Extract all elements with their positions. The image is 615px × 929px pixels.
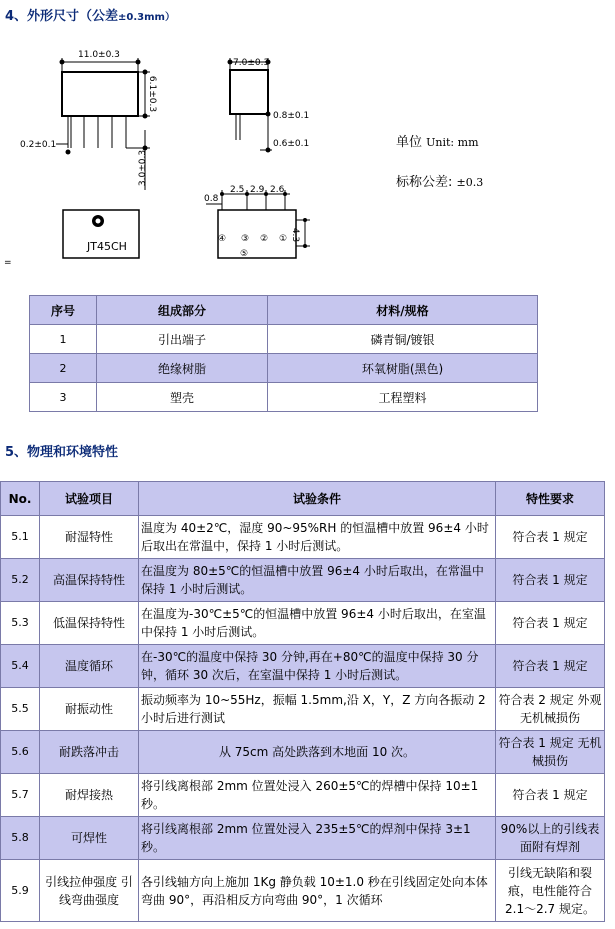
- test-no: 5.5: [1, 688, 40, 731]
- test-condition: 温度为 40±2℃，湿度 90~95%RH 的恒温槽中放置 96±4 小时后取出在常温中，保持 1 小时后测试。: [139, 516, 496, 559]
- material-cell: 塑壳: [97, 383, 268, 412]
- test-row: [1, 731, 605, 774]
- section-5-title: 5、物理和环境特性: [5, 445, 119, 460]
- test-no: 5.1: [1, 516, 40, 559]
- tolerance-value: ±0.3: [456, 176, 484, 189]
- test-item: 可焊性: [40, 817, 139, 860]
- section-4-tolerance: ±0.3mm）: [118, 12, 175, 23]
- test-item: 高温保持特性: [40, 559, 139, 602]
- materials-header-row: [30, 296, 538, 325]
- pin-spacing-2: 2.9: [250, 185, 265, 195]
- dim-side-a: 0.8±0.1: [273, 111, 310, 121]
- test-no: 5.8: [1, 817, 40, 860]
- unit-label-text: 单位: [396, 135, 427, 150]
- test-row: [1, 645, 605, 688]
- equals-mark: =: [4, 258, 12, 266]
- test-no: 5.9: [1, 860, 40, 922]
- tolerance-label-text: 标称公差:: [396, 175, 457, 190]
- pin-4: ④: [218, 234, 227, 244]
- header-material: 材料/规格: [268, 296, 538, 325]
- material-cell: 工程塑料: [268, 383, 538, 412]
- test-no: 5.3: [1, 602, 40, 645]
- test-row: [1, 774, 605, 817]
- test-condition: 将引线离根部 2mm 位置处浸入 260±5℃的焊槽中保持 10±1 秒。: [139, 774, 496, 817]
- header-serial: 序号: [30, 296, 97, 325]
- test-no: 5.2: [1, 559, 40, 602]
- material-cell: 磷青铜/镀银: [268, 325, 538, 354]
- pin-spacing-1: 2.5: [230, 185, 245, 195]
- test-condition: 在温度为 80±5℃的恒温槽中放置 96±4 小时后取出，在常温中保持 1 小时后测试。: [139, 559, 496, 602]
- tolerance-label: [396, 171, 483, 190]
- test-item: 引线拉伸强度 引线弯曲强度: [40, 860, 139, 922]
- test-no: 5.7: [1, 774, 40, 817]
- test-item: 温度循环: [40, 645, 139, 688]
- test-item: 耐跌落冲击: [40, 731, 139, 774]
- dim-side-b: 0.6±0.1: [273, 139, 310, 149]
- test-requirement: 90%以上的引线表面附有焊剂: [496, 817, 605, 860]
- pin-height: 4.3: [290, 227, 300, 243]
- test-item: 耐湿特性: [40, 516, 139, 559]
- part-mark: JT45CH: [87, 240, 127, 253]
- material-cell: 1: [30, 325, 97, 354]
- test-requirement: 符合表 1 规定: [496, 559, 605, 602]
- test-item: 耐焊接热: [40, 774, 139, 817]
- test-row: [1, 817, 605, 860]
- section-4-title: [5, 5, 175, 24]
- pin-1: ①: [279, 234, 288, 244]
- test-condition: 在-30℃的温度中保持 30 分钟,再在+80℃的温度中保持 30 分钟，循环 30 次后，在室温中保持 1 小时后测试。: [139, 645, 496, 688]
- test-requirement: 符合表 1 规定: [496, 774, 605, 817]
- material-cell: 2: [30, 354, 97, 383]
- test-requirement: 符合表 1 规定: [496, 516, 605, 559]
- pin-3: ③: [241, 234, 250, 244]
- test-no: 5.4: [1, 645, 40, 688]
- test-requirement: 引线无缺陷和裂痕，电性能符合 2.1～2.7 规定。: [496, 860, 605, 922]
- test-condition: 各引线轴方向上施加 1Kg 静负载 10±1.0 秒在引线固定处向本体弯曲 90°，再沿相反方向弯曲 90°，1 次循环: [139, 860, 496, 922]
- dim-pin-length: 3.0±0.3: [138, 149, 148, 187]
- tests-header-row: [1, 482, 605, 516]
- test-item: 低温保持特性: [40, 602, 139, 645]
- header-test-item: 试验项目: [40, 482, 139, 516]
- dim-side-width: 7.0±0.3: [233, 58, 270, 68]
- test-condition: 振动频率为 10~55Hz，振幅 1.5mm,沿 X，Y，Z 方向各振动 2 小时后进行测试: [139, 688, 496, 731]
- test-condition: 将引线离根部 2mm 位置处浸入 235±5℃的焊剂中保持 3±1 秒。: [139, 817, 496, 860]
- test-item: 耐振动性: [40, 688, 139, 731]
- side-view-body: [230, 70, 268, 114]
- header-test-condition: 试验条件: [139, 482, 496, 516]
- tests-table: [0, 481, 605, 922]
- section-4-title-text: 4、外形尺寸（公差: [5, 9, 119, 24]
- pin-5: ⑤: [240, 249, 249, 259]
- materials-row: [30, 325, 538, 354]
- dim-width: 11.0±0.3: [78, 50, 120, 60]
- materials-row: [30, 354, 538, 383]
- header-no: No.: [1, 482, 40, 516]
- dim-height: 6.1±0.3: [147, 75, 157, 113]
- test-requirement: 符合表 1 规定: [496, 645, 605, 688]
- test-row: [1, 602, 605, 645]
- header-component: 组成部分: [97, 296, 268, 325]
- materials-row: [30, 383, 538, 412]
- pin-2: ②: [260, 234, 269, 244]
- pin-spacing-3: 2.6: [270, 185, 285, 195]
- pin-offset: 0.8: [204, 194, 219, 204]
- test-no: 5.6: [1, 731, 40, 774]
- material-cell: 引出端子: [97, 325, 268, 354]
- test-requirement: 符合表 1 规定: [496, 602, 605, 645]
- test-row: [1, 688, 605, 731]
- unit-label: [396, 131, 479, 150]
- test-row: [1, 860, 605, 922]
- material-cell: 3: [30, 383, 97, 412]
- test-requirement: 符合表 2 规定 外观无机械损伤: [496, 688, 605, 731]
- front-view-body: [62, 72, 138, 116]
- material-cell: 环氧树脂(黑色): [268, 354, 538, 383]
- unit-value: Unit: mm: [426, 136, 479, 149]
- material-cell: 绝缘树脂: [97, 354, 268, 383]
- test-condition: 从 75cm 高处跌落到木地面 10 次。: [139, 731, 496, 774]
- dim-pin-pitch: 0.2±0.1: [20, 140, 57, 150]
- header-requirement: 特性要求: [496, 482, 605, 516]
- test-condition: 在温度为-30℃±5℃的恒温槽中放置 96±4 小时后取出，在室温中保持 1 小时后测试。: [139, 602, 496, 645]
- materials-table: [29, 295, 538, 412]
- test-row: [1, 559, 605, 602]
- test-requirement: 符合表 1 规定 无机械损伤: [496, 731, 605, 774]
- dimension-drawing: [0, 38, 340, 266]
- test-row: [1, 516, 605, 559]
